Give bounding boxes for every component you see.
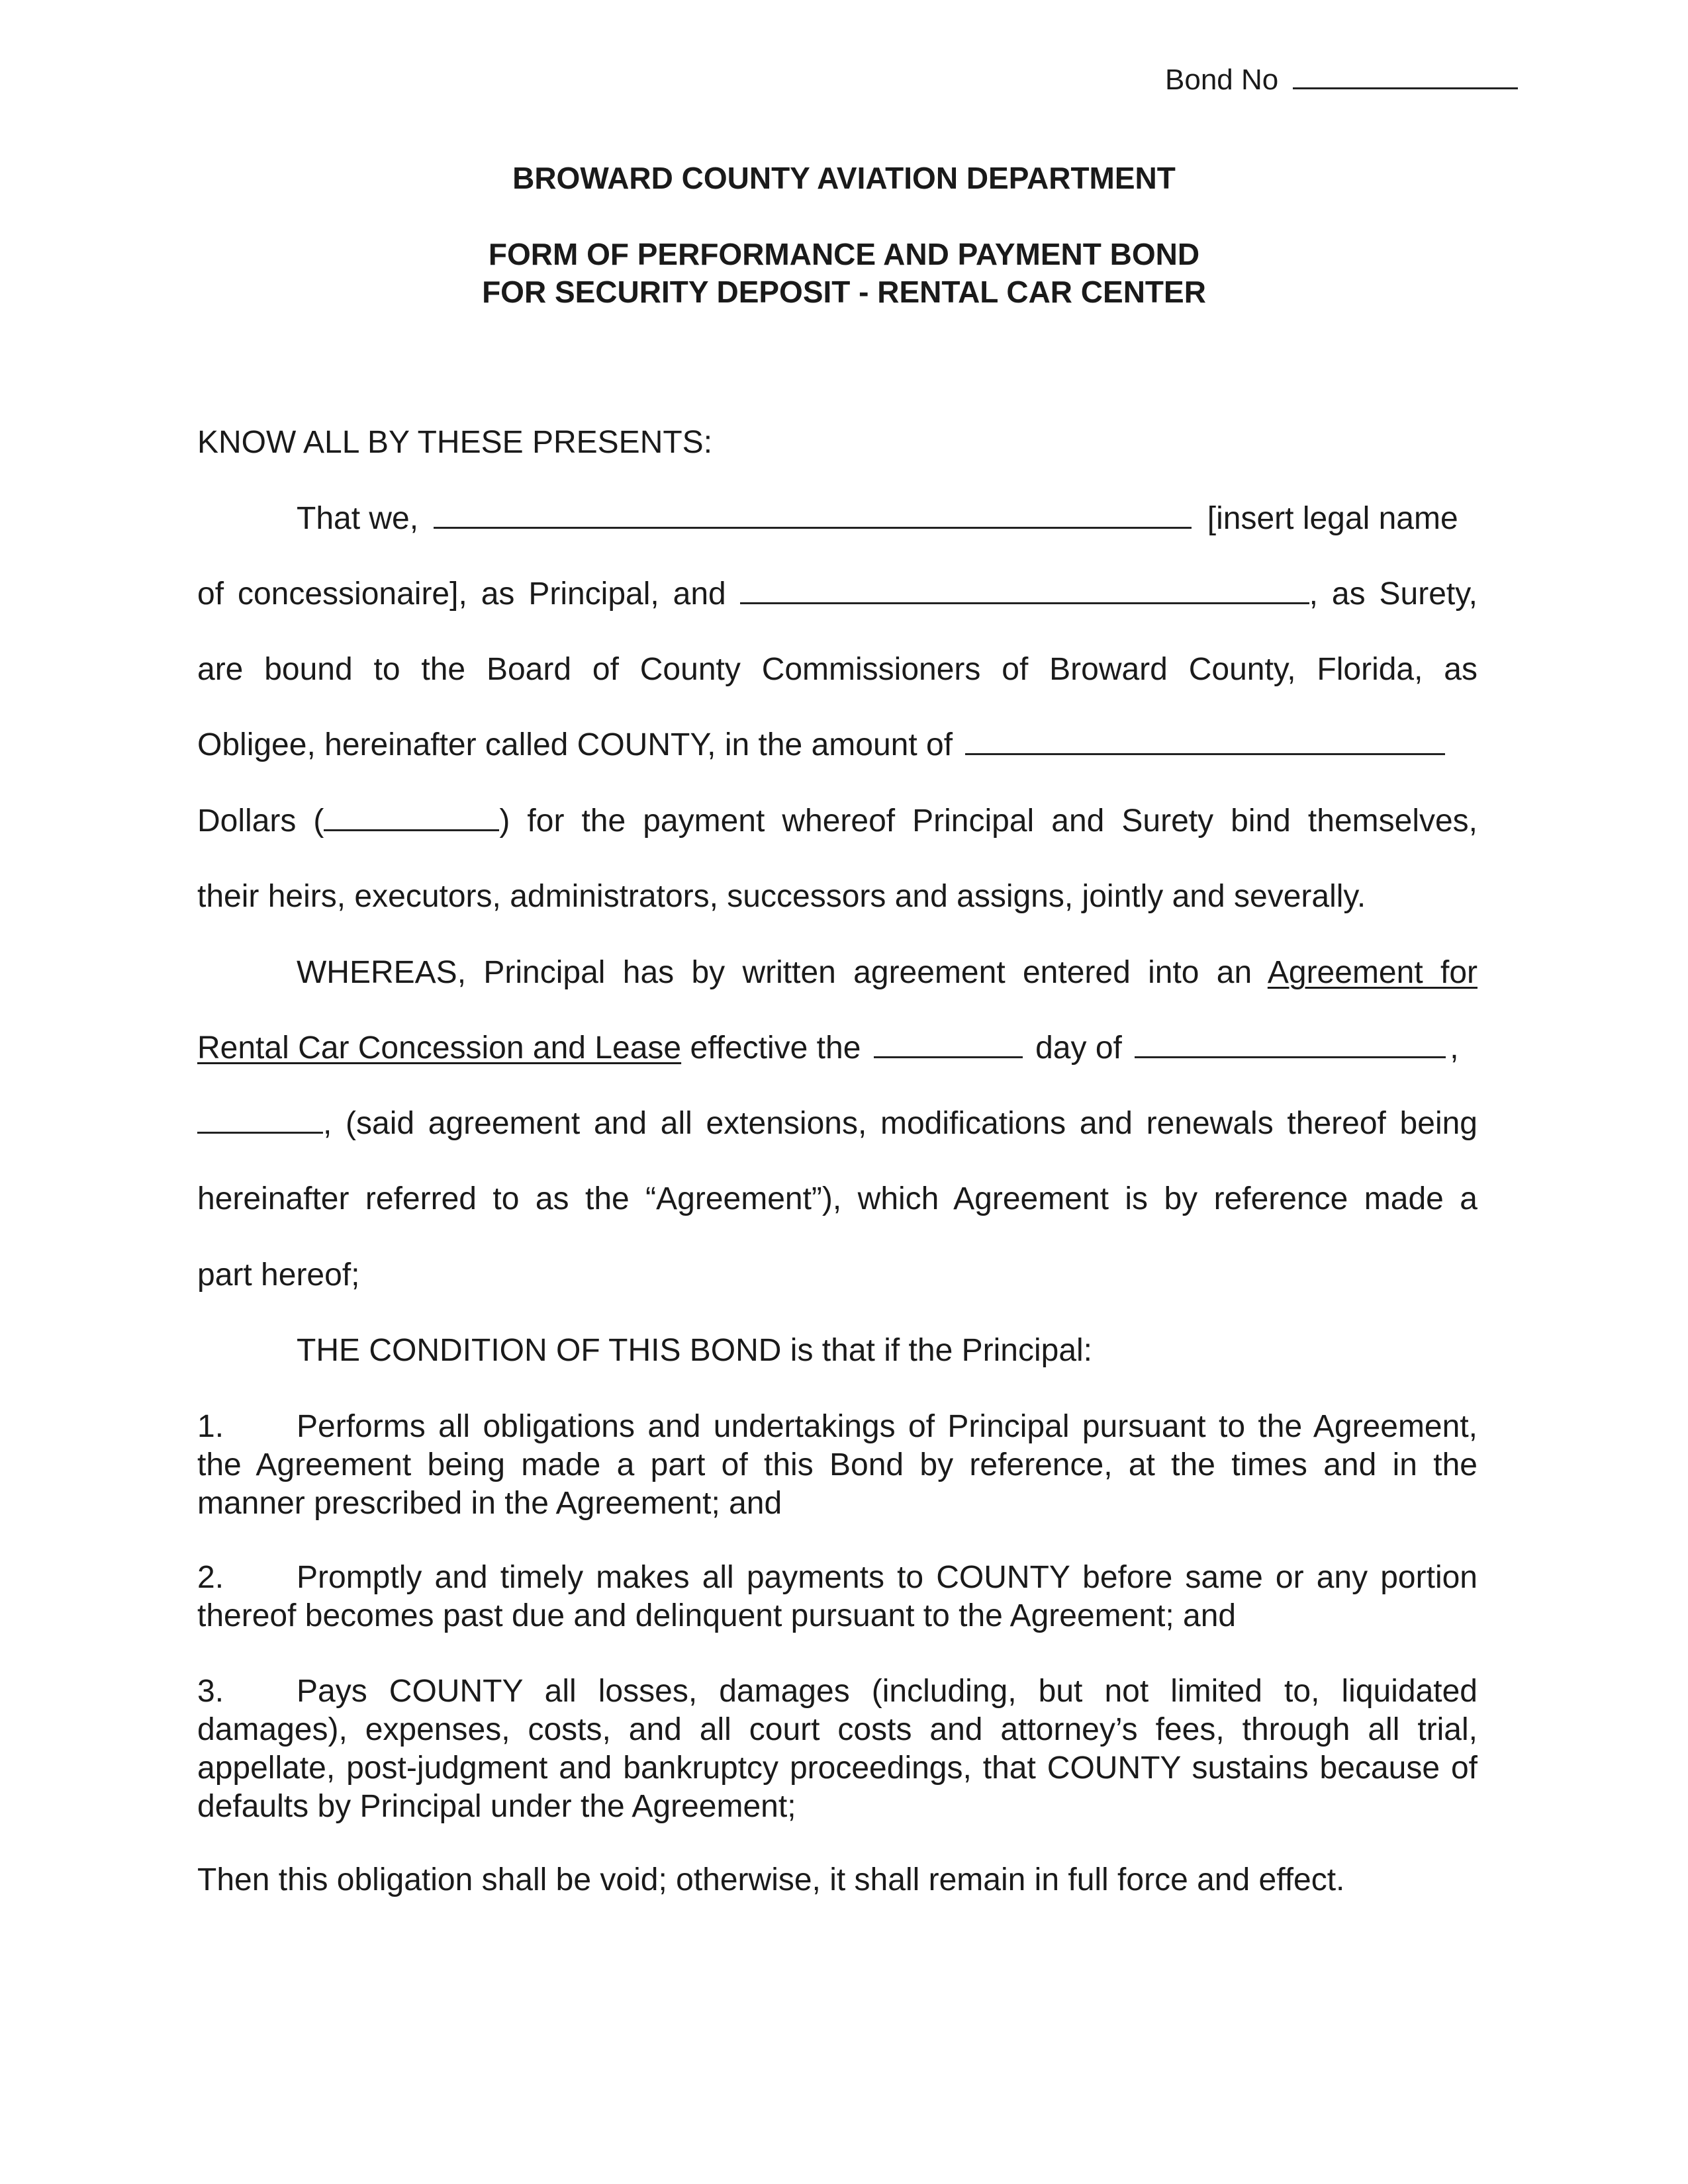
effective-year-blank — [197, 1105, 323, 1134]
bond-number-label: Bond No — [1165, 64, 1279, 96]
insert-legal-name-text: [insert legal name — [1207, 501, 1458, 536]
item-text: Performs all obligations and undertakings of Principal pursuant to the Agreement, the Agreement being made a part of this Bond by reference, at the times and in the manner prescribed in the Agreement; and — [197, 1409, 1477, 1521]
that-we-text: That we, — [297, 501, 419, 536]
dollars-close-text: ) for the payment whereof Principal and Surety bind themselves, — [499, 803, 1478, 839]
department-title: BROWARD COUNTY AVIATION DEPARTMENT — [512, 161, 1176, 195]
whereas-text: WHEREAS, Principal has by written agreement entered into an — [297, 955, 1252, 990]
bond-number-line — [1165, 61, 1518, 99]
condition-item-1 — [197, 1408, 1477, 1523]
whereas-line-2 — [197, 1029, 1477, 1068]
item-number: 1. — [197, 1409, 224, 1444]
item-text: Promptly and timely makes all payments to COUNTY before same or any portion thereof becomes past due and delinquent pursuant to the Agreement; and — [197, 1560, 1477, 1633]
closing-statement: Then this obligation shall be void; otherwise, it shall remain in full force and effect. — [197, 1862, 1345, 1897]
day-of-text: day of — [1035, 1030, 1122, 1066]
form-title-line2: FOR SECURITY DEPOSIT - RENTAL CAR CENTER — [482, 275, 1206, 309]
bond-line-5 — [197, 802, 1477, 841]
whereas-line-4: hereinafter referred to as the “Agreement”), which Agreement is by reference made a — [197, 1181, 1477, 1216]
agreement-title-part1: Agreement for — [1267, 955, 1477, 990]
amount-figure-blank — [324, 803, 499, 831]
principal-text: of concessionaire], as Principal, and — [197, 576, 726, 612]
bond-line-4 — [197, 726, 1477, 764]
item-number: 2. — [197, 1560, 224, 1595]
bond-number-blank — [1293, 61, 1518, 89]
form-title-line1: FORM OF PERFORMANCE AND PAYMENT BOND — [488, 237, 1200, 271]
amount-words-blank — [965, 727, 1445, 755]
condition-item-2 — [197, 1559, 1477, 1635]
said-agreement-text: , (said agreement and all extensions, modifications and renewals thereof being — [323, 1106, 1477, 1141]
item-text: Pays COUNTY all losses, damages (including, but not limited to, liquidated damages), expenses, costs, and all court costs and attorney’s fees, through all trial, appellate, post-judgment and bankruptcy proceedings, that COUNTY sustains because of defaults by Principal under the Agreement; — [197, 1674, 1477, 1824]
bond-line-2 — [197, 575, 1477, 614]
whereas-line-5: part hereof; — [197, 1257, 360, 1293]
effective-month-blank — [1135, 1030, 1446, 1058]
comma-text: , — [1450, 1030, 1459, 1066]
as-surety-text: , as Surety, — [1309, 576, 1478, 612]
dollars-open-text: Dollars ( — [197, 803, 324, 839]
bond-line-1 — [297, 500, 1475, 538]
condition-heading: THE CONDITION OF THIS BOND is that if the Principal: — [297, 1333, 1093, 1368]
item-number: 3. — [197, 1674, 224, 1709]
condition-item-3 — [197, 1672, 1477, 1826]
effective-the-text: effective the — [690, 1030, 861, 1066]
bond-line-6: their heirs, executors, administrators, successors and assigns, jointly and severally. — [197, 879, 1366, 914]
whereas-line-1 — [297, 954, 1477, 992]
agreement-title-part2: Rental Car Concession and Lease — [197, 1030, 682, 1066]
bond-line-3: are bound to the Board of County Commissioners of Broward County, Florida, as — [197, 652, 1477, 687]
intro-heading: KNOW ALL BY THESE PRESENTS: — [197, 425, 713, 460]
principal-name-blank — [434, 500, 1192, 529]
whereas-line-3 — [197, 1105, 1477, 1143]
surety-name-blank — [740, 576, 1309, 604]
effective-day-blank — [874, 1030, 1023, 1058]
obligee-text: Obligee, hereinafter called COUNTY, in the amount of — [197, 727, 953, 762]
